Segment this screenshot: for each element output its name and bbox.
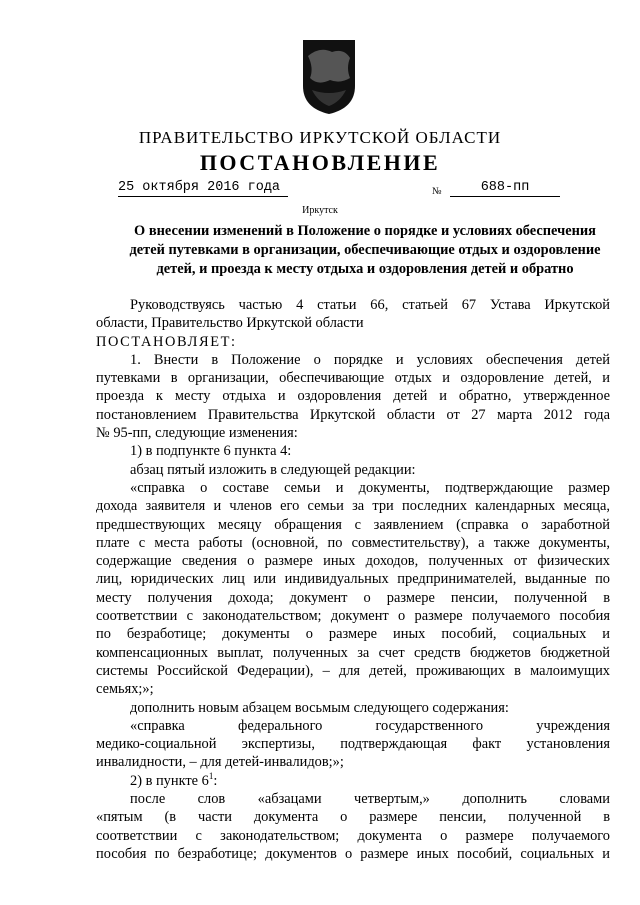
item-text: 2) в пункте 6 <box>130 772 209 789</box>
body-line: медико-социальной экспертизы, подтверждающая факт установления <box>96 736 610 753</box>
body-line: проезда к месту отдыха и оздоровления детей и обратно, утвержденное <box>96 388 610 405</box>
number-sign: № <box>432 186 442 197</box>
body-line: № 95-пп, следующие изменения: <box>96 425 298 442</box>
document-body <box>96 296 610 863</box>
body-line: по безработице; документы о размере иных пособий, социальных и <box>96 626 610 643</box>
document-date: 25 октября 2016 года <box>118 180 288 197</box>
document-type: ПОСТАНОВЛЕНИЕ <box>199 150 441 175</box>
body-line: «справка о составе семьи и документы, подтверждающие размер <box>130 479 610 496</box>
body-line: содержащие сведения о размере иных доходов, полученных от физических <box>96 553 610 570</box>
body-line: системы Российской Федерации), – для детей, проживающих в малоимущих <box>96 662 610 679</box>
document-city: Иркутск <box>302 205 338 216</box>
body-line: семьях;»; <box>96 681 154 698</box>
body-line: плате с места работы (основной, по совместительству), а также документы, <box>96 534 610 551</box>
body-line: Руководствуясь частью 4 статьи 66, статьей 67 Устава Иркутской <box>130 297 610 313</box>
body-line: компенсационных выплат, полученных за счет средств бюджетов бюджетной <box>96 644 610 661</box>
coat-of-arms-icon <box>300 38 358 116</box>
body-line: дополнить новым абзацем восьмым следующего содержания: <box>130 699 509 716</box>
superscript: 1 <box>208 770 214 781</box>
government-name: ПРАВИТЕЛЬСТВО ИРКУТСКОЙ ОБЛАСТИ <box>138 128 502 147</box>
body-line: предшествующих месяцу обращения с заявлением (справка о заработной <box>96 516 610 533</box>
body-line: месту получения дохода; документ о размере пенсии, полученной в <box>96 589 610 606</box>
title-line: детей, и проезда к месту отдыха и оздоровления детей и обратно <box>156 261 574 277</box>
document-title <box>112 222 618 279</box>
body-line <box>96 772 610 790</box>
body-line: инвалидности, – для детей-инвалидов;»; <box>96 754 344 771</box>
body-line: 1. Внести в Положение о порядке и условиях обеспечения детей <box>130 351 610 368</box>
body-line: соответствии с законодательством; документ о размере получаемого пособия <box>96 608 610 625</box>
body-line: после слов «абзацами четвертым,» дополнить словами <box>130 791 610 808</box>
body-line: области, Правительство Иркутской области <box>96 315 364 332</box>
body-line: абзац пятый изложить в следующей редакции: <box>130 461 416 478</box>
body-line: «пятым (в части документа о размере пенсии, полученной в <box>96 809 610 826</box>
body-line: ПОСТАНОВЛЯЕТ: <box>96 333 237 350</box>
body-line: соответствии с законодательством; документа о размере получаемого <box>96 827 610 844</box>
item-colon: : <box>213 772 218 789</box>
document-number: 688-пп <box>450 180 560 197</box>
body-line: путевками в организации, обеспечивающие отдых и оздоровление детей, и <box>96 370 610 387</box>
body-line: пособия по безработице; документов о размере иных пособий, социальных и <box>96 845 610 862</box>
body-line: дохода заявителя и членов его семьи за три последних календарных месяца, <box>96 498 610 515</box>
title-line: О внесении изменений в Положение о порядке и условиях обеспечения <box>134 223 596 239</box>
title-line: детей путевками в организации, обеспечивающие отдых и оздоровление <box>129 242 601 258</box>
body-line: лиц, юридических лиц или индивидуальных предпринимателей, выданные по <box>96 571 610 588</box>
body-line: «справка федерального государственного учреждения <box>130 717 610 734</box>
body-line: постановлением Правительства Иркутской области от 27 марта 2012 года <box>96 406 610 423</box>
body-line: 1) в подпункте 6 пункта 4: <box>130 443 292 460</box>
